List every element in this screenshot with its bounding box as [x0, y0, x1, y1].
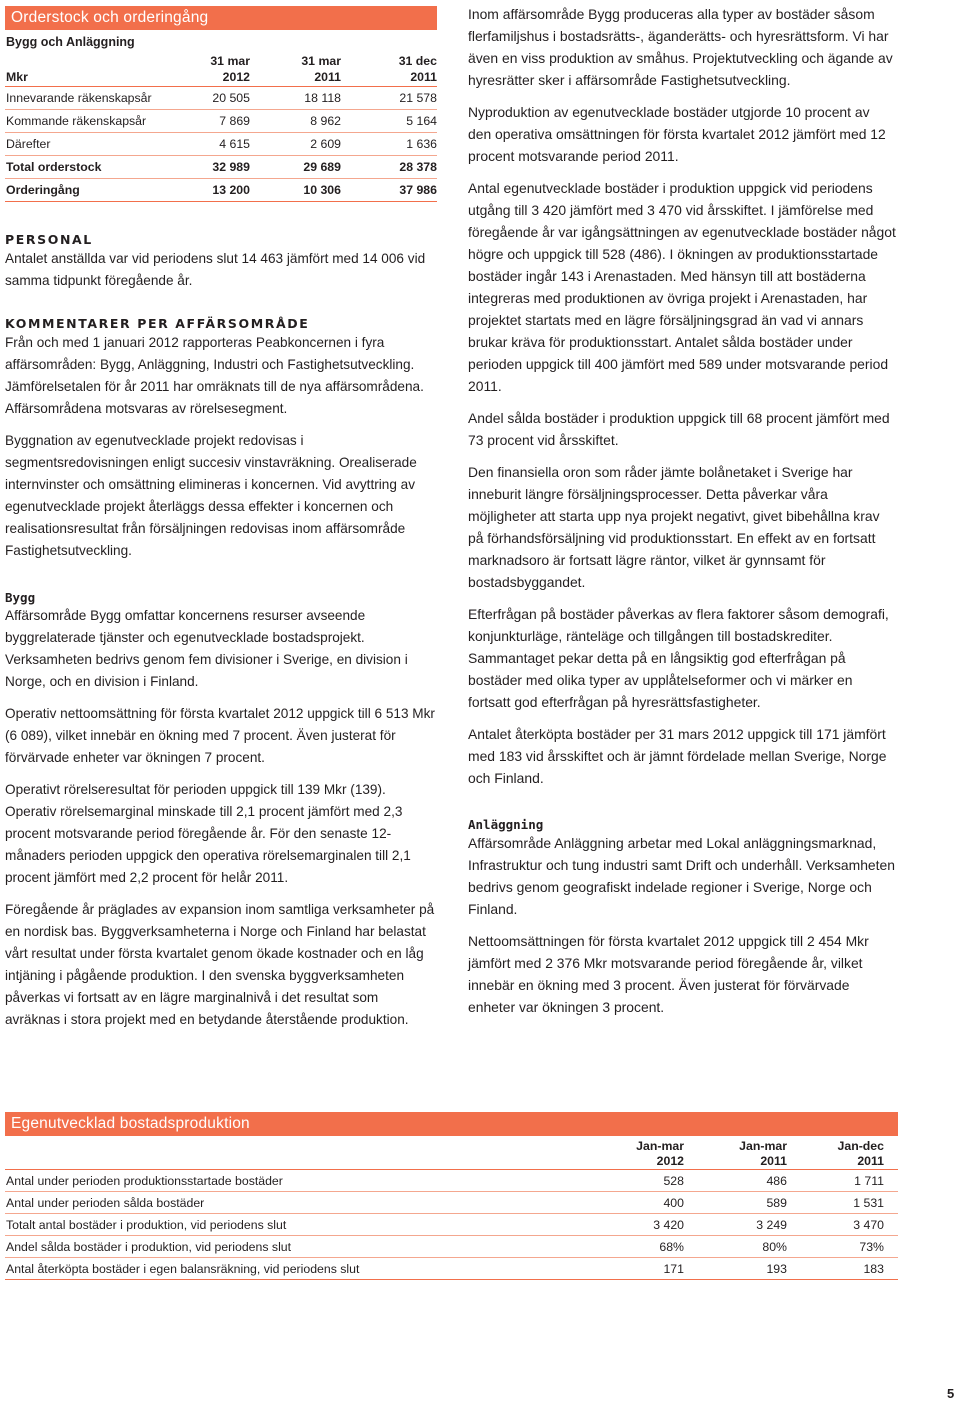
- row-value: 486: [684, 1170, 787, 1192]
- row-label: Därefter: [5, 133, 155, 156]
- bostads-section: [5, 1112, 898, 1280]
- bygg-paragraph-2: Operativ nettoomsättning för första kvartalet 2012 uppgick till 6 513 Mkr (6 089), vilket innebär en ökning med 7 procent. Även justerat för förvärvade enheter var ökningen 7 procent.: [5, 706, 435, 765]
- table-header-row: [5, 1139, 898, 1170]
- table-row: [5, 87, 437, 110]
- header-col-3: 31 dec 2011: [341, 53, 437, 87]
- personal-heading: PERSONAL: [5, 232, 93, 247]
- row-value: 1 711: [787, 1170, 898, 1192]
- row-value: 20 505: [155, 87, 250, 110]
- bygg-paragraph-1: Affärsområde Bygg omfattar koncernens resurser avseende byggrelaterade tjänster och egenutvecklade bostadsprojekt. Verksamheten bedrivs genom fem divisioner i Sverige, en division i Norge, och en division i Finland.: [5, 608, 408, 689]
- row-value: 171: [585, 1258, 684, 1280]
- orderstock-table: [5, 53, 437, 202]
- right-paragraph-3: Antal egenutvecklade bostäder i produktion uppgick vid periodens utgång till 3 420 jämfört med 3 470 vid årsskiftet. I jämförelse med föregående år var igångsättningen av egenutvecklade bostäder något högre och uppgick till 528 (486). I ökningen av produktionsstartade bostäder ingår 143 i Arenastaden. Med hänsyn till att bostäderna integreras med produktionen av övriga projekt i Arenastaden, har projektet startats med en lägre försäljningsgrad än vad vi annars brukar kräva för produktionsstart. Antalet sålda bostäder under perioden uppgick till 400 jämfört med 589 under motsvarande period 2011.: [468, 180, 896, 394]
- kommentarer-heading: KOMMENTARER PER AFFÄRSOMRÅDE: [5, 316, 310, 331]
- row-value: 3 470: [787, 1214, 898, 1236]
- anlaggning-heading: Anläggning: [468, 817, 544, 832]
- row-value: 10 306: [250, 179, 341, 202]
- table-header-row: [5, 53, 437, 87]
- row-value: 589: [684, 1192, 787, 1214]
- row-label: Innevarande räkenskapsår: [5, 87, 155, 110]
- row-label: Antal under perioden produktionsstartade bostäder: [5, 1170, 585, 1192]
- row-value: 1 531: [787, 1192, 898, 1214]
- header-col-2: Jan-mar 2011: [684, 1139, 787, 1170]
- row-value: 68%: [585, 1236, 684, 1258]
- table-row: [5, 1192, 898, 1214]
- row-value: 400: [585, 1192, 684, 1214]
- table-row: [5, 133, 437, 156]
- right-paragraph-1: Inom affärsområde Bygg produceras alla typer av bostäder såsom flerfamiljshus i bostadsrätts-, äganderätts- och hyresrättsform. Vi har även en viss produktion av småhus. Projektutveckling och ägande av hyresrätter sker i affärsområde Fastighetsutveckling.: [468, 6, 893, 88]
- table-row-orderingang: [5, 179, 437, 202]
- header-col-1: Jan-mar 2012: [585, 1139, 684, 1170]
- kommentarer-paragraph-2: Byggnation av egenutvecklade projekt redovisas i segmentsredovisningen enligt succesiv vinstavräkning. Orealiserade internvinster och omsättning elimineras i koncernen. Vid avyttring av egenutvecklade projekt återläggs dessa effekter i koncernen och realisationsresultat från försäljningen redovisas inom affärsområde Fastighetsutveckling.: [5, 433, 417, 558]
- header-col-1: 31 mar 2012: [155, 53, 250, 87]
- row-value: 37 986: [341, 179, 437, 202]
- row-label: Kommande räkenskapsår: [5, 110, 155, 133]
- row-value: 18 118: [250, 87, 341, 110]
- bostads-title: Egenutvecklad bostadsproduktion: [5, 1112, 898, 1136]
- right-paragraph-7: Antalet återköpta bostäder per 31 mars 2012 uppgick till 171 jämfört med 183 vid årsskiftet och är jämnt fördelade mellan Sverige, Norge och Finland.: [468, 726, 887, 786]
- row-value: 193: [684, 1258, 787, 1280]
- table-row: [5, 1170, 898, 1192]
- anlaggning-paragraph-1: Affärsområde Anläggning arbetar med Lokal anläggningsmarknad, Infrastruktur och tung industri samt Drift och underhåll. Verksamheten bedrivs genom geografiskt indelade regioner i Sverige, Norge och Finland.: [468, 835, 895, 917]
- orderstock-title: Orderstock och orderingång: [5, 6, 437, 30]
- bygg-paragraph-3: Operativt rörelseresultat för perioden uppgick till 139 Mkr (139). Operativ rörelsemarginal minskade till 2,1 procent jämfört med 2,3 procent motsvarande period föregående år. För den senaste 12-månaders perioden uppgick den operativa rörelsemarginalen till 2,1 procent jämfört med 2,2 procent för helår 2011.: [5, 782, 411, 885]
- row-value: 21 578: [341, 87, 437, 110]
- table-row-total: [5, 156, 437, 179]
- row-value: 3 249: [684, 1214, 787, 1236]
- header-unit: Mkr: [5, 53, 155, 87]
- left-column: [5, 6, 437, 1031]
- table-row: [5, 1214, 898, 1236]
- table-row: [5, 1236, 898, 1258]
- row-label: Total orderstock: [5, 156, 155, 179]
- row-label: Antal återköpta bostäder i egen balansräkning, vid periodens slut: [5, 1258, 585, 1280]
- row-label: Totalt antal bostäder i produktion, vid periodens slut: [5, 1214, 585, 1236]
- row-value: 3 420: [585, 1214, 684, 1236]
- row-value: 4 615: [155, 133, 250, 156]
- row-label: Andel sålda bostäder i produktion, vid periodens slut: [5, 1236, 585, 1258]
- bostads-table: [5, 1139, 898, 1280]
- right-paragraph-4: Andel sålda bostäder i produktion uppgick till 68 procent jämfört med 73 procent vid årsskiftet.: [468, 410, 890, 448]
- right-column: [468, 3, 896, 1018]
- row-value: 73%: [787, 1236, 898, 1258]
- table-row: [5, 1258, 898, 1280]
- header-col-2: 31 mar 2011: [250, 53, 341, 87]
- row-label: Orderingång: [5, 179, 155, 202]
- bygg-paragraph-4: Föregående år präglades av expansion inom samtliga verksamheter på en nordisk bas. Byggverksamheterna i Norge och Finland har belastat vårt resultat under första kvartalet genom ökade kostnader och en låg intjäning i pågående produktion. I den svenska byggverksamheten påverkas vi fortsatt av en lägre marginalnivå i det resultat som avräknas i stora projekt med en betydande återstående produktion.: [5, 902, 435, 1027]
- anlaggning-paragraph-2: Nettoomsättningen för första kvartalet 2012 uppgick till 2 454 Mkr jämfört med 2 376 Mkr motsvarande period föregående år, vilket innebär en ökning med 3 procent. Även justerat för förvärvade enheter var ökningen 3 procent.: [468, 933, 869, 1015]
- row-value: 5 164: [341, 110, 437, 133]
- row-label: Antal under perioden sålda bostäder: [5, 1192, 585, 1214]
- row-value: 2 609: [250, 133, 341, 156]
- table-row: [5, 110, 437, 133]
- personal-text: Antalet anställda var vid periodens slut 14 463 jämfört med 14 006 vid samma tidpunkt föregående år.: [5, 251, 426, 288]
- row-value: 528: [585, 1170, 684, 1192]
- row-value: 80%: [684, 1236, 787, 1258]
- right-paragraph-2: Nyproduktion av egenutvecklade bostäder utgjorde 10 procent av den operativa omsättningen för första kvartalet 2012 jämfört med 12 procent motsvarande period 2011.: [468, 104, 886, 164]
- kommentarer-paragraph-1: Från och med 1 januari 2012 rapporteras Peabkoncernen i fyra affärsområden: Bygg, Anläggning, Industri och Fastighetsutveckling. Jämförelsetalen för år 2011 har omräknats till de nya affärsområdena. Affärsområdena motsvaras av rörelsesegment.: [5, 335, 424, 416]
- row-value: 7 869: [155, 110, 250, 133]
- row-value: 8 962: [250, 110, 341, 133]
- header-empty: [5, 1139, 585, 1170]
- row-value: 29 689: [250, 156, 341, 179]
- row-value: 1 636: [341, 133, 437, 156]
- right-paragraph-5: Den finansiella oron som råder jämte bolånetaket i Sverige har inneburit längre försäljningsprocesser. Detta påverkar våra möjligheter att starta upp nya projekt negativt, givet bibehållna krav på förhandsförsäljning vid produktionsstart. En effekt av en fortsatt marknadsoro är fortsatt lägre räntor, vilket är gynnsamt för bostadsbyggandet.: [468, 464, 880, 590]
- header-col-3: Jan-dec 2011: [787, 1139, 898, 1170]
- row-value: 13 200: [155, 179, 250, 202]
- row-value: 32 989: [155, 156, 250, 179]
- right-paragraph-6: Efterfrågan på bostäder påverkas av flera faktorer såsom demografi, konjunkturläge, ränteläge och tillgången till bostadskrediter. Sammantaget pekar detta på en långsiktig god efterfrågan på bostäder med olika typer av upplåtelseformer och vi märker en fortsatt god efterfrågan på hyresrättsfastigheter.: [468, 606, 889, 710]
- row-value: 28 378: [341, 156, 437, 179]
- bygg-heading: Bygg: [5, 590, 36, 605]
- row-value: 183: [787, 1258, 898, 1280]
- page-number: 5: [947, 1386, 955, 1401]
- orderstock-subtitle: Bygg och Anläggning: [6, 35, 135, 49]
